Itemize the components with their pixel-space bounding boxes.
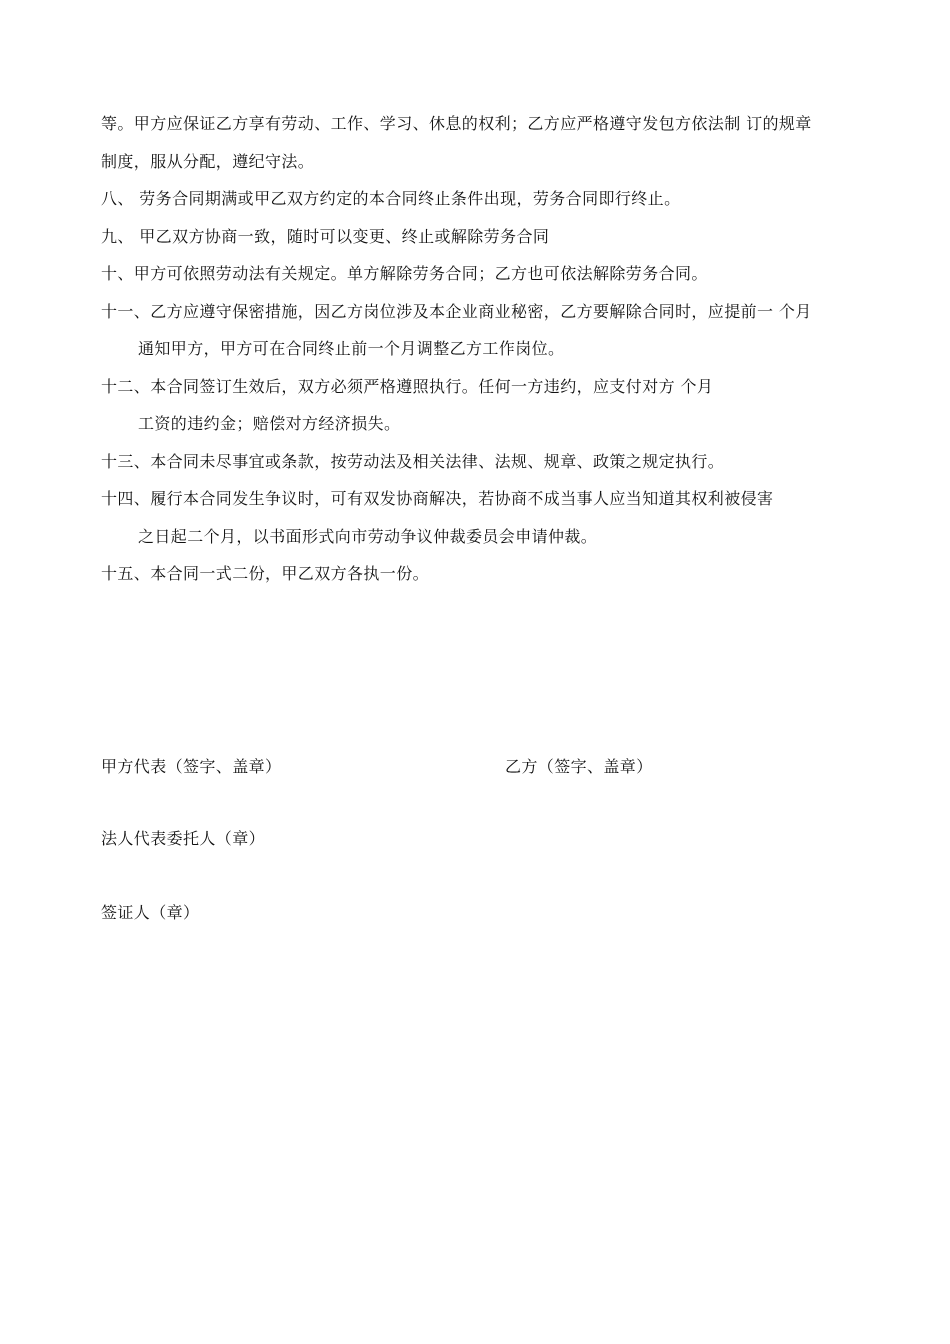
clause-line-10: 十三、本合同未尽事宜或条款，按劳动法及相关法律、法规、规章、政策之规定执行。 xyxy=(101,452,725,471)
witness-signature-label: 签证人（章） xyxy=(101,903,200,922)
clause-line-9: 工资的违约金；赔偿对方经济损失。 xyxy=(138,414,401,433)
clause-line-5: 十、甲方可依照劳动法有关规定。单方解除劳务合同；乙方也可依法解除劳务合同。 xyxy=(101,264,708,283)
clause-line-2: 制度，服从分配，遵纪守法。 xyxy=(101,152,315,171)
party-b-signature-label: 乙方（签字、盖章） xyxy=(505,757,653,776)
clause-line-1: 等。甲方应保证乙方享有劳动、工作、学习、休息的权利；乙方应严格遵守发包方依法制 订的规章 xyxy=(101,114,812,133)
clause-line-4: 九、 甲乙双方协商一致，随时可以变更、终止或解除劳务合同 xyxy=(101,227,550,246)
clause-line-11: 十四、履行本合同发生争议时，可有双发协商解决，若协商不成当事人应当知道其权利被侵害 xyxy=(101,489,774,508)
clause-line-12: 之日起二个月，以书面形式向市劳动争议仲裁委员会申请仲裁。 xyxy=(138,527,598,546)
party-a-signature-label: 甲方代表（签字、盖章） xyxy=(101,757,282,776)
clause-line-3: 八、 劳务合同期满或甲乙双方约定的本合同终止条件出现，劳务合同即行终止。 xyxy=(101,189,681,208)
clause-line-8: 十二、本合同签订生效后，双方必须严格遵照执行。任何一方违约，应支付对方 个月 xyxy=(101,377,714,396)
clause-line-7: 通知甲方，甲方可在合同终止前一个月调整乙方工作岗位。 xyxy=(138,339,565,358)
legal-rep-signature-label: 法人代表委托人（章） xyxy=(101,829,266,848)
clause-line-13: 十五、本合同一式二份，甲乙双方各执一份。 xyxy=(101,564,430,583)
clause-line-6: 十一、乙方应遵守保密措施，因乙方岗位涉及本企业商业秘密，乙方要解除合同时，应提前一 个月 xyxy=(101,302,812,321)
